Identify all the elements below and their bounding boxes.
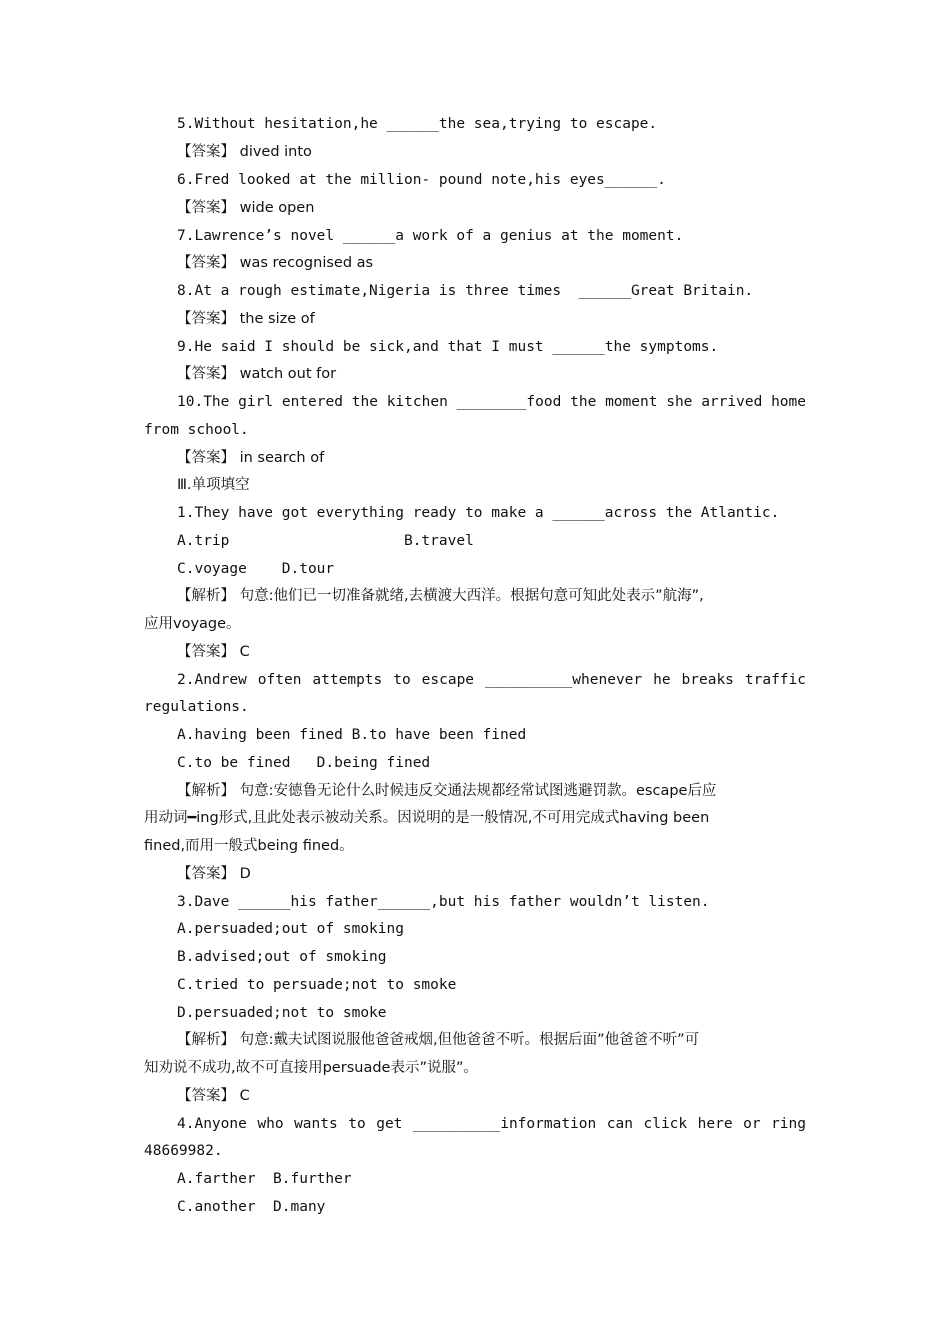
mc-2-explanation: 【解析】 句意:安德鲁无论什么时候违反交通法规都经常试图逃避罚款。escape后应	[177, 783, 717, 799]
mc-1-options-ab: A.trip B.travel	[177, 533, 474, 549]
mc-4-options-ab: A.farther B.further	[177, 1171, 352, 1187]
mc-3-answer: 【答案】 C	[177, 1088, 250, 1104]
mc-3-explanation: 【解析】 句意:戴夫试图说服他爸爸戒烟,但他爸爸不听。根据后面”他爸爸不听”可	[177, 1032, 700, 1048]
answer-10: 【答案】 in search of	[177, 450, 325, 466]
question-10: 10.The girl entered the kitchen ________food the moment she arrived home	[177, 394, 806, 410]
answer-8: 【答案】 the size of	[177, 311, 315, 327]
section-heading: Ⅲ.单项填空	[177, 477, 250, 493]
question-5: 5.Without hesitation,he ______the sea,trying to escape.	[177, 116, 658, 132]
question-9: 9.He said I should be sick,and that I must ______the symptoms.	[177, 339, 719, 355]
answer-5: 【答案】 dived into	[177, 144, 312, 160]
mc-3-option-a: A.persuaded;out of smoking	[177, 921, 404, 937]
mc-question-2-cont: regulations.	[144, 699, 249, 715]
question-6: 6.Fred looked at the million- pound note,his eyes______.	[177, 172, 666, 188]
mc-1-explanation-cont: 应用voyage。	[144, 616, 241, 632]
mc-2-options-cd: C.to be fined D.being fined	[177, 755, 431, 771]
answer-7: 【答案】 was recognised as	[177, 255, 374, 271]
answer-9: 【答案】 watch out for	[177, 366, 337, 382]
mc-3-option-d: D.persuaded;not to smoke	[177, 1005, 387, 1021]
mc-1-answer: 【答案】 C	[177, 644, 250, 660]
mc-1-options-cd: C.voyage D.tour	[177, 561, 335, 577]
mc-2-answer: 【答案】 D	[177, 866, 251, 882]
mc-1-explanation: 【解析】 句意:他们已一切准备就绪,去横渡大西洋。根据句意可知此处表示”航海”,	[177, 588, 704, 604]
mc-2-explanation-cont: 用动词━ing形式,且此处表示被动关系。因说明的是一般情况,不可用完成式having been	[144, 810, 710, 826]
mc-question-3: 3.Dave ______his father______,but his father wouldn’t listen.	[177, 894, 710, 910]
mc-question-4: 4.Anyone who wants to get __________information can click here or ring	[177, 1116, 806, 1132]
answer-6: 【答案】 wide open	[177, 200, 315, 216]
mc-question-4-cont: 48669982.	[144, 1143, 223, 1159]
mc-question-1: 1.They have got everything ready to make a ______across the Atlantic.	[177, 505, 780, 521]
question-7: 7.Lawrence’s novel ______a work of a genius at the moment.	[177, 228, 684, 244]
mc-question-2: 2.Andrew often attempts to escape __________whenever he breaks traffic	[177, 672, 806, 688]
mc-4-options-cd: C.another D.many	[177, 1199, 326, 1215]
question-10-cont: from school.	[144, 422, 249, 438]
mc-3-option-b: B.advised;out of smoking	[177, 949, 387, 965]
mc-2-explanation-cont2: fined,而用一般式being fined。	[144, 838, 354, 854]
mc-2-options-ab: A.having been fined B.to have been fined	[177, 727, 527, 743]
mc-3-explanation-cont: 知劝说不成功,故不可直接用persuade表示”说服”。	[144, 1060, 478, 1076]
mc-3-option-c: C.tried to persuade;not to smoke	[177, 977, 457, 993]
question-8: 8.At a rough estimate,Nigeria is three times ______Great Britain.	[177, 283, 754, 299]
